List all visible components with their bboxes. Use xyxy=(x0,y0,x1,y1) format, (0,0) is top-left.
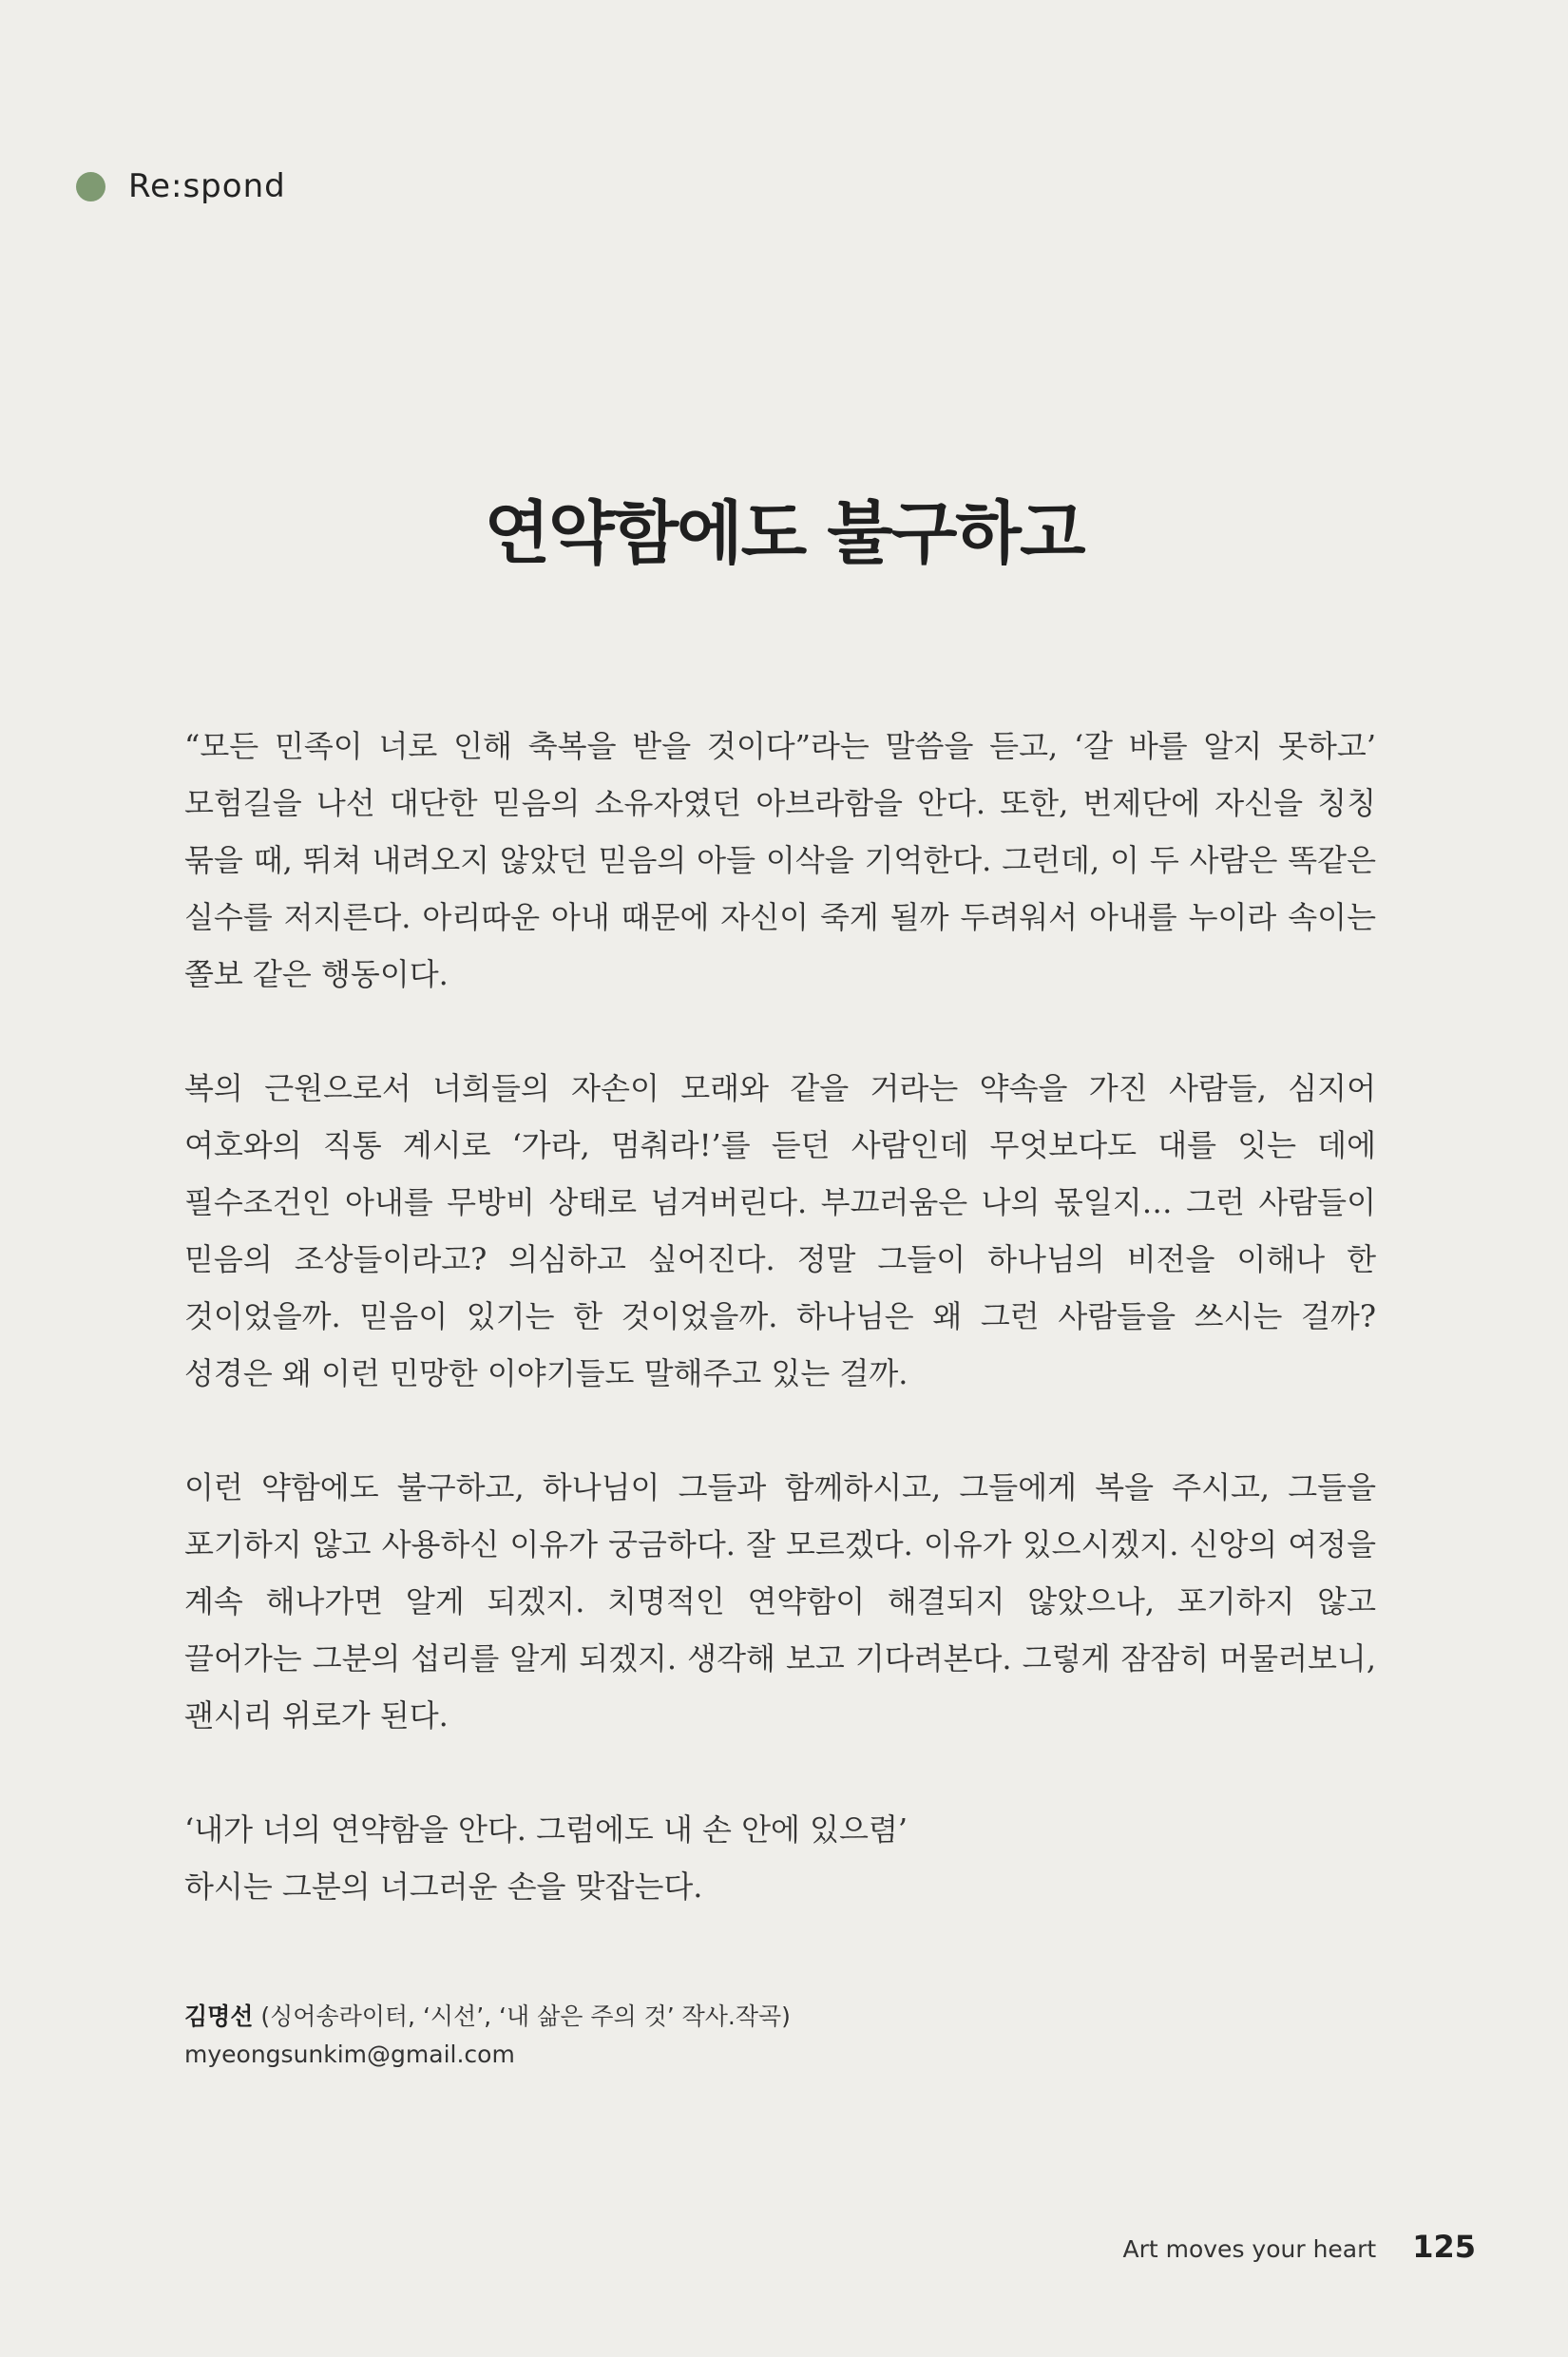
closing-quote xyxy=(184,1801,1376,1915)
author-block xyxy=(184,1998,791,2074)
section-label: Re:spond xyxy=(128,167,286,205)
author-description: (싱어송라이터, ‘시선’, ‘내 삶은 주의 것’ 작사.작곡) xyxy=(260,2002,791,2030)
author-email: myeongsunkim@gmail.com xyxy=(184,2041,515,2068)
page-number: 125 xyxy=(1412,2229,1476,2265)
article-title: 연약함에도 불구하고 xyxy=(484,492,1084,574)
closing-line-1: ‘내가 너의 연약함을 안다. 그럼에도 내 손 안에 있으렴’ xyxy=(184,1811,908,1848)
author-line xyxy=(184,1998,791,2036)
closing-line-2: 하시는 그분의 너그러운 손을 맞잡는다. xyxy=(184,1868,703,1905)
paragraph-2: 복의 근원으로서 너희들의 자손이 모래와 같을 거라는 약속을 가진 사람들, 심지어 여호와의 직통 계시로 ‘가라, 멈춰라!’를 듣던 사람인데 무엇보다도 대를 잇는 데에 필수조건인 아내를 무방비 상태로 넘겨버린다. 부끄러움은 나의 몫일지… 그런 사람들이 믿음의 조상들이라고? 의심하고 싶어진다. 정말 그들이 하나님의 비전을 이해나 한 것이었을까. 믿음이 있기는 한 것이었을까. 하나님은 왜 그런 사람들을 쓰시는 걸까? 성경은 왜 이런 민망한 이야기들도 말해주고 있는 걸까. xyxy=(184,1070,1376,1391)
footer-tagline: Art moves your heart xyxy=(1122,2235,1377,2263)
section-header xyxy=(76,167,286,205)
section-dot-icon xyxy=(76,172,105,201)
paragraph-1: “모든 민족이 너로 인해 축복을 받을 것이다”라는 말씀을 듣고, ‘갈 바를 알지 못하고’ 모험길을 나선 대단한 믿음의 소유자였던 아브라함을 안다. 또한, 번제단에 자신을 칭칭 묶을 때, 뛰쳐 내려오지 않았던 믿음의 아들 이삭을 기억한다. 그런데, 이 두 사람은 똑같은 실수를 저지른다. 아리따운 아내 때문에 자신이 죽게 될까 두려워서 아내를 누이라 속이는 쫄보 같은 행동이다. xyxy=(184,728,1376,992)
page-footer xyxy=(1122,2229,1476,2265)
article-body xyxy=(184,718,1376,1972)
author-name: 김명선 xyxy=(184,2002,254,2030)
paragraph-3: 이런 약함에도 불구하고, 하나님이 그들과 함께하시고, 그들에게 복을 주시고, 그들을 포기하지 않고 사용하신 이유가 궁금하다. 잘 모르겠다. 이유가 있으시겠지. 신앙의 여정을 계속 해나가면 알게 되겠지. 치명적인 연약함이 해결되지 않았으나, 포기하지 않고 끌어가는 그분의 섭리를 알게 되겠지. 생각해 보고 기다려본다. 그렇게 잠잠히 머물러보니, 괜시리 위로가 된다. xyxy=(184,1469,1376,1734)
